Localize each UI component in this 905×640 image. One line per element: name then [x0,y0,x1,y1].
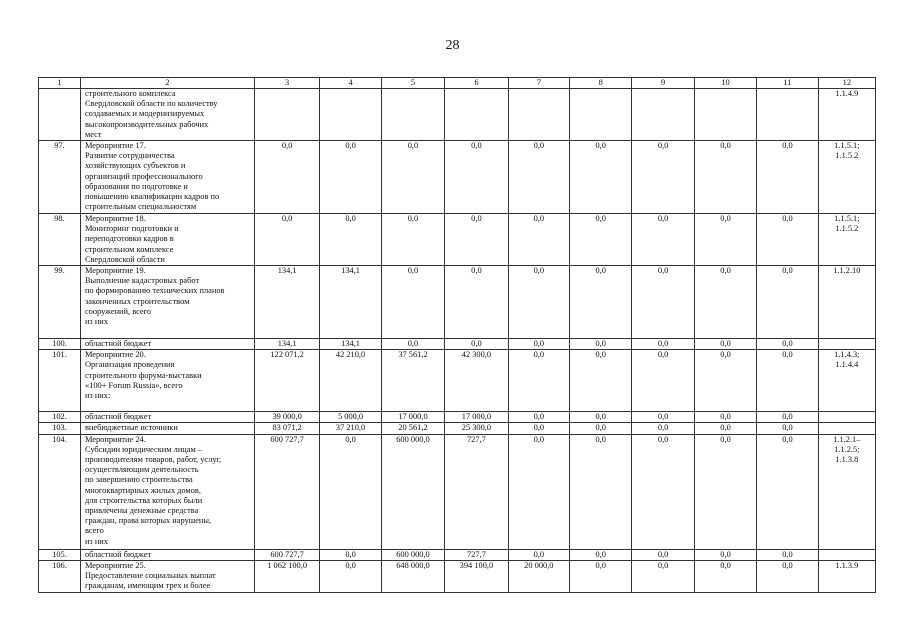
table-cell: 0,0 [508,266,569,339]
table-cell: 600 727,7 [254,549,319,560]
table-cell: 0,0 [570,266,632,339]
table-cell: 1.1.3.9 [818,560,875,592]
table-cell: 0,0 [445,214,508,266]
table-cell: 0,0 [320,549,381,560]
table-cell: 1.1.5.1; 1.1.5.2 [818,141,875,214]
table-row [39,412,876,423]
table-cell: 600 727,7 [254,434,319,549]
table-cell: 0,0 [508,141,569,214]
table-cell: 0,0 [757,549,818,560]
table-cell [508,89,569,141]
table-cell: 1.1.2.1– 1.1.2.5; 1.1.3.8 [818,434,875,549]
table-cell: 0,0 [508,339,569,350]
table-cell: 0,0 [445,141,508,214]
table-cell: внебюджетные источники [80,423,254,434]
table-row [39,89,876,141]
table-cell: 0,0 [694,434,756,549]
table-cell: 0,0 [381,266,444,339]
table-cell: 0,0 [694,266,756,339]
table-cell: Мероприятие 18. Мониторинг подготовки и переподготовки кадров в строительном комплексе Свердловской области [80,214,254,266]
table-cell: 0,0 [254,141,319,214]
table-cell: 727,7 [445,549,508,560]
table-cell: 0,0 [757,560,818,592]
table-cell: 20 000,0 [508,560,569,592]
table-row [39,350,876,412]
table-cell: 0,0 [694,412,756,423]
header-cell: 7 [508,78,569,89]
table-cell: 0,0 [632,266,694,339]
table-cell [254,89,319,141]
table-cell: 648 000,0 [381,560,444,592]
table-cell: 134,1 [320,339,381,350]
table-cell [757,89,818,141]
table-cell: 0,0 [757,141,818,214]
table-row [39,339,876,350]
table-row [39,141,876,214]
header-cell: 9 [632,78,694,89]
table-cell: 394 100,0 [445,560,508,592]
table-cell: 1.1.4.9 [818,89,875,141]
table-cell: 0,0 [570,434,632,549]
table-cell: 0,0 [757,266,818,339]
table-cell: 0,0 [757,423,818,434]
table-cell: 83 071,2 [254,423,319,434]
table-cell: 0,0 [570,560,632,592]
table-cell: 5 000,0 [320,412,381,423]
table-cell: 39 000,0 [254,412,319,423]
table-cell: 105. [39,549,81,560]
table-cell [818,339,875,350]
table-cell [39,89,81,141]
table-cell [445,89,508,141]
table-cell: 0,0 [381,339,444,350]
table-cell: 97. [39,141,81,214]
table-cell: 42 300,0 [445,350,508,412]
program-table [38,77,876,593]
header-cell: 1 [39,78,81,89]
table-cell: 104. [39,434,81,549]
table-cell: 0,0 [570,339,632,350]
header-cell: 3 [254,78,319,89]
table-cell: 25 300,0 [445,423,508,434]
table-cell [632,89,694,141]
table-cell: 0,0 [445,339,508,350]
table-cell [570,89,632,141]
table-cell: 0,0 [632,423,694,434]
table-cell: 0,0 [632,214,694,266]
table-cell: 103. [39,423,81,434]
table-cell: 0,0 [632,339,694,350]
table-cell: 106. [39,560,81,592]
table-cell: 0,0 [445,266,508,339]
table-cell: 0,0 [320,434,381,549]
table-row [39,434,876,549]
table-cell: 0,0 [694,141,756,214]
table-cell: 99. [39,266,81,339]
table-cell: 134,1 [254,266,319,339]
table-cell: 0,0 [632,350,694,412]
table-cell: 98. [39,214,81,266]
table-cell: 0,0 [757,434,818,549]
table-cell: 0,0 [320,141,381,214]
table-cell: 0,0 [570,214,632,266]
table-cell: 1 062 100,0 [254,560,319,592]
header-cell: 10 [694,78,756,89]
table-cell: Мероприятие 19. Выполнение кадастровых работ по формированию технических планов законченных строительством сооружений, всего из них [80,266,254,339]
table-cell: 1.1.5.1; 1.1.5.2 [818,214,875,266]
table-cell: 0,0 [508,434,569,549]
table-cell: областной бюджет [80,412,254,423]
table-cell: 0,0 [757,339,818,350]
table-row [39,214,876,266]
table-row [39,423,876,434]
header-cell: 4 [320,78,381,89]
table-cell: областной бюджет [80,549,254,560]
table-cell: 0,0 [570,350,632,412]
table-cell: 0,0 [381,141,444,214]
table-cell: 37 210,0 [320,423,381,434]
table-cell: 0,0 [694,339,756,350]
table-cell: 17 000,0 [445,412,508,423]
table-cell: 0,0 [570,423,632,434]
table-cell: областной бюджет [80,339,254,350]
table-cell: 0,0 [694,350,756,412]
table-cell: 0,0 [694,214,756,266]
table-cell [694,89,756,141]
table-cell: Мероприятие 17. Развитие сотрудничества хозяйствующих субъектов и организаций профессионального образования по подготовке и повышению квалификации кадров по строительным специальностям [80,141,254,214]
table-cell: 0,0 [508,549,569,560]
table-cell: 0,0 [632,434,694,549]
table-cell: 0,0 [570,141,632,214]
table-body [39,78,876,593]
table-cell: 101. [39,350,81,412]
table-cell [818,423,875,434]
table-cell: 102. [39,412,81,423]
header-cell: 6 [445,78,508,89]
table-cell [381,89,444,141]
table-cell: Мероприятие 25. Предоставление социальных выплат гражданам, имеющим трех и более [80,560,254,592]
table-cell: 727,7 [445,434,508,549]
table-cell: 0,0 [632,549,694,560]
table-cell: строительного комплекса Свердловской области по количеству создаваемых и модернизируемых высокопроизводительных рабочих мест [80,89,254,141]
header-cell: 8 [570,78,632,89]
table-cell: 134,1 [254,339,319,350]
table-cell [320,89,381,141]
table-cell: 0,0 [381,214,444,266]
header-cell: 2 [80,78,254,89]
table-cell: Мероприятие 24. Субсидии юридическим лицам – производителям товаров, работ, услуг, осуществляющим деятельность по завершению строительства многоквартирных жилых домов, для строительства которых были привлечены денежные средства граждан, права которых нарушены, всего из них [80,434,254,549]
table-cell: 0,0 [757,412,818,423]
table-cell: 0,0 [508,423,569,434]
table-cell: 0,0 [508,350,569,412]
table-row [39,560,876,592]
table-cell: 600 000,0 [381,434,444,549]
header-cell: 5 [381,78,444,89]
table-cell: 0,0 [694,560,756,592]
table-cell: 100. [39,339,81,350]
table-cell: 37 561,2 [381,350,444,412]
table-cell: Мероприятие 20. Организация проведения строительного форума-выставки «100+ Forum Russia», всего из них: [80,350,254,412]
table-header-row [39,78,876,89]
table-cell: 134,1 [320,266,381,339]
table-cell: 0,0 [694,549,756,560]
table-cell: 0,0 [254,214,319,266]
table-cell: 1.1.4.3; 1.1.4.4 [818,350,875,412]
table-cell: 42 210,0 [320,350,381,412]
table-cell: 0,0 [320,560,381,592]
table-cell: 0,0 [757,214,818,266]
table-cell: 0,0 [508,214,569,266]
table-cell: 0,0 [694,423,756,434]
table-cell [818,549,875,560]
table-cell: 0,0 [320,214,381,266]
table-cell: 0,0 [508,412,569,423]
table-cell: 0,0 [570,549,632,560]
table-cell: 600 000,0 [381,549,444,560]
table-cell [818,412,875,423]
table-cell: 0,0 [632,412,694,423]
table-cell: 0,0 [632,560,694,592]
table-cell: 0,0 [757,350,818,412]
header-cell: 11 [757,78,818,89]
table-cell: 122 071,2 [254,350,319,412]
table-row [39,266,876,339]
table-cell: 20 561,2 [381,423,444,434]
table-cell: 1.1.2.10 [818,266,875,339]
table-cell: 0,0 [632,141,694,214]
header-cell: 12 [818,78,875,89]
table-row [39,549,876,560]
page-number: 28 [445,38,460,53]
table-cell: 0,0 [570,412,632,423]
table-cell: 17 000,0 [381,412,444,423]
